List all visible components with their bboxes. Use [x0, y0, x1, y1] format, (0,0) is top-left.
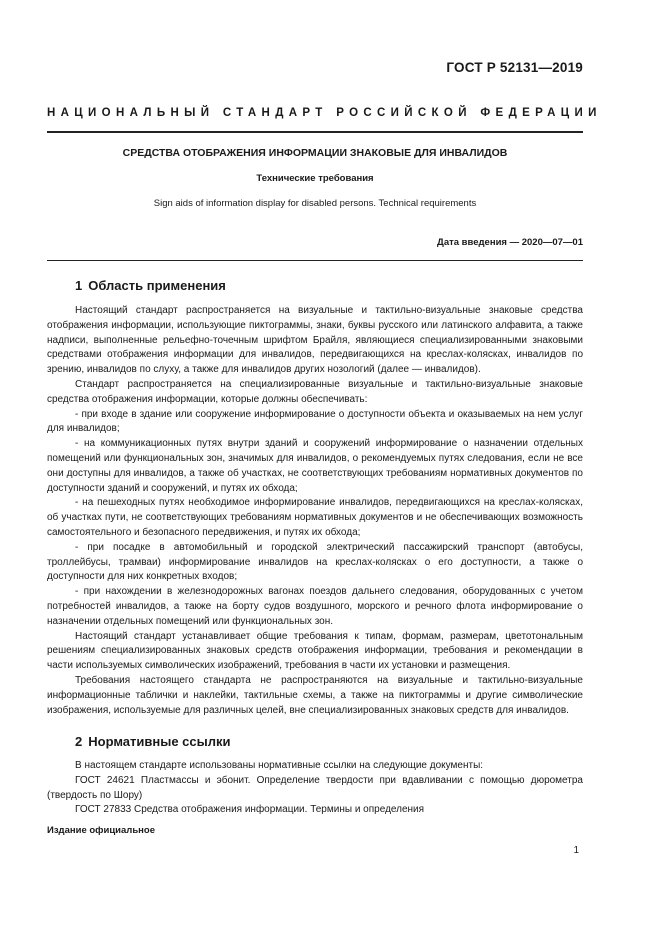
reference-item: ГОСТ 24621 Пластмассы и эбонит. Определение твердости при вдавливании с помощью дюрометра (твердость по Шору)	[47, 774, 583, 801]
list-item: - на пешеходных путях необходимое информирование инвалидов, передвигающихся на креслах-колясках, об участках пути, не соответствующих требованиям нормативных документов и не обеспечивающих возможность самостоятельного и безопасного передвижения, и путях их обхода;	[47, 497, 583, 538]
paragraph: Стандарт распространяется на специализированные визуальные и тактильно-визуальные знаковые средства отображения информации, которые должны обеспечивать:	[47, 378, 583, 405]
section-2-title: Нормативные ссылки	[88, 734, 231, 749]
list-item: - при посадке в автомобильный и городской электрический пассажирский транспорт (автобусы, троллейбусы, трамваи) информирование инвалидов на креслах-колясках о его доступности, а также о доступности для них конкретных входов;	[47, 541, 583, 583]
section-2-body	[47, 759, 583, 818]
page-number: 1	[573, 845, 579, 856]
official-edition-note: Издание официальное	[47, 825, 155, 836]
section-1-body	[47, 304, 583, 718]
list-item: - при входе в здание или сооружение информирование о доступности объекта и оказываемых на нем услуг для инвалидов;	[47, 408, 583, 435]
reference-item: ГОСТ 27833 Средства отображения информации. Термины и определения	[75, 804, 425, 816]
section-1-heading	[75, 278, 226, 293]
header-rule	[47, 131, 583, 133]
introduction-date: Дата введения — 2020—07—01	[437, 237, 583, 248]
paragraph: Настоящий стандарт распространяется на визуальные и тактильно-визуальные знаковые средства отображения информации, использующие пиктограммы, знаки, буквы русского или латинского алфавита, а также надписи, выполненные рельефно-точечным шрифтом Брайля, являющиеся специализированными знаковыми средствами отображения информации для инвалидов, передвигающихся на креслах-колясках, инвалидов по зрению, инвалидов по слуху, а также для инвалидов других нозологий (далее — инвалидов).	[47, 305, 583, 376]
paragraph: Настоящий стандарт устанавливает общие требования к типам, формам, размерам, цветотональным решениям специализированных знаковых средств отображения информации, требования и рекомендации в части используемых символических изображений, требования в части их установки и размещения.	[47, 630, 583, 672]
list-item: - при нахождении в железнодорожных вагонах поездов дальнего следования, оборудованных с учетом потребностей инвалидов, а также на борту судов воздушного, морского и речного флота информирование о назначении отдельных помещений или функциональных зон.	[47, 586, 583, 627]
section-1-title: Область применения	[88, 278, 226, 293]
list-item: - на коммуникационных путях внутри зданий и сооружений информирование о назначении отдельных помещений или функциональных зон, значимых для инвалидов, о рекомендуемых путях следования, если не все они доступны для инвалидов, а также об участках, не соответствующих требованиям нормативных документов по доступности зданий и сооружений, и путях их обхода;	[47, 438, 583, 494]
national-standard-header: НАЦИОНАЛЬНЫЙ СТАНДАРТ РОССИЙСКОЙ ФЕДЕРАЦИИ	[47, 107, 602, 119]
section-1-number: 1	[75, 278, 83, 293]
title-rule	[47, 260, 583, 261]
paragraph: В настоящем стандарте использованы нормативные ссылки на следующие документы:	[75, 760, 484, 771]
document-subtitle: Технические требования	[256, 173, 374, 184]
document-title: СРЕДСТВА ОТОБРАЖЕНИЯ ИНФОРМАЦИИ ЗНАКОВЫЕ ДЛЯ ИНВАЛИДОВ	[122, 147, 508, 159]
document-code: ГОСТ Р 52131—2019	[446, 60, 583, 75]
paragraph: Требования настоящего стандарта не распространяются на визуальные и тактильно-визуальные информационные таблички и наклейки, тактильные схемы, а также на пиктограммы и другие символические изображения, используемые для различных целей, вне специализированных знаковых средств для инвалидов.	[47, 674, 583, 716]
section-2-number: 2	[75, 734, 83, 749]
section-2-heading	[75, 734, 230, 749]
english-title: Sign aids of information display for disabled persons. Technical requirements	[153, 198, 477, 209]
